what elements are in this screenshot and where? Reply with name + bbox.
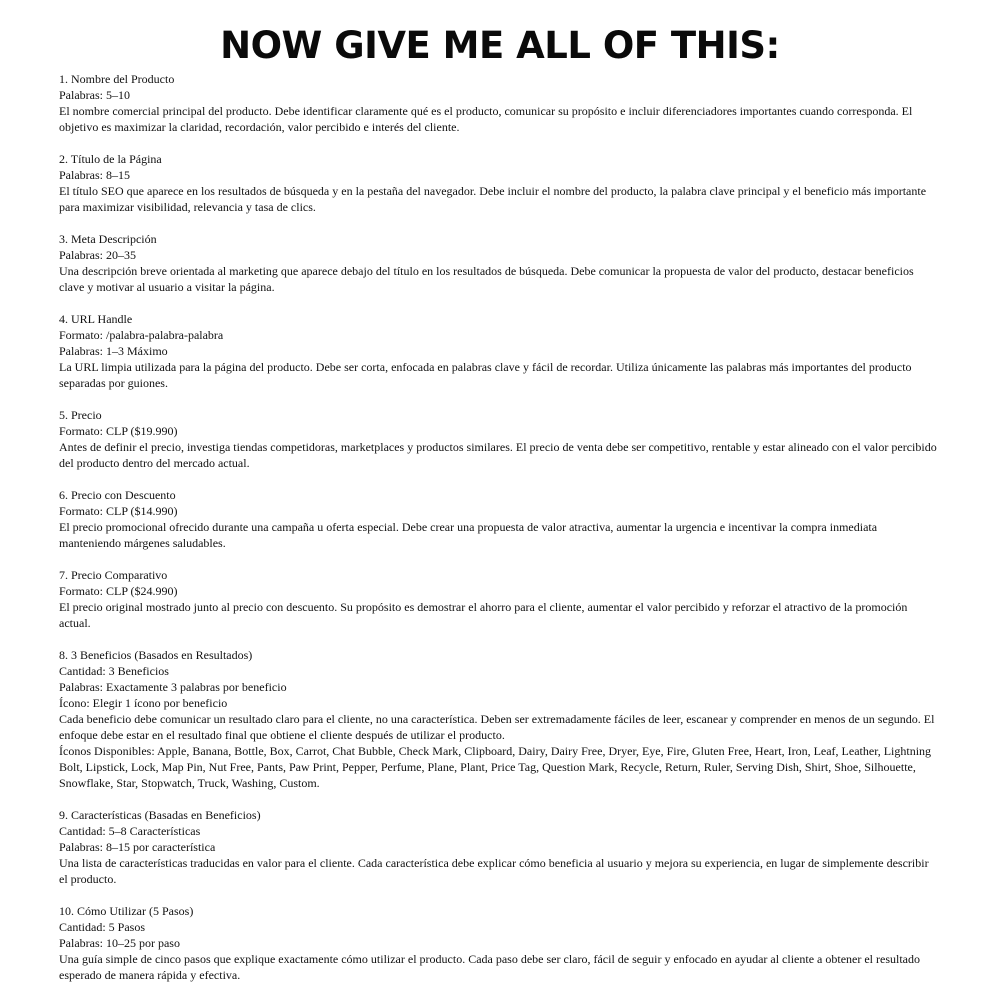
section-title: 3. Meta Descripción [59, 232, 157, 246]
section-product-name [59, 71, 939, 135]
section-title: 2. Título de la Página [59, 152, 162, 166]
section-meta: Palabras: 8–15 [59, 168, 130, 182]
section-title: 10. Cómo Utilizar (5 Pasos) [59, 904, 194, 918]
section-meta: Palabras: 8–15 por característica [59, 840, 216, 854]
section-title: 7. Precio Comparativo [59, 568, 168, 582]
section-meta: Formato: CLP ($19.990) [59, 424, 178, 438]
page-heading: NOW GIVE ME ALL OF THIS: [220, 24, 780, 67]
section-discount-price [59, 487, 939, 551]
section-meta: Palabras: 1–3 Máximo [59, 344, 168, 358]
instructions-list [59, 71, 939, 983]
available-icons-list: Íconos Disponibles: Apple, Banana, Bottle, Box, Carrot, Chat Bubble, Check Mark, Clipboard, Dairy, Dairy Free, Dryer, Eye, Fire, Gluten Free, Heart, Iron, Leaf, Leather, Lightning Bolt, Lipstick, Lock, Map Pin, Nut Free, Pants, Paw Print, Pepper, Perfume, Plane, Plant, Price Tag, Question Mark, Recycle, Return, Ruler, Serving Dish, Shirt, Shoe, Silhouette, Snowflake, Star, Stopwatch, Truck, Washing, Custom. [59, 744, 932, 790]
section-meta: Cantidad: 3 Beneficios [59, 664, 169, 678]
section-description: Una lista de características traducidas en valor para el cliente. Cada característica debe explicar cómo beneficia al usuario y mejora su experiencia, en lugar de simplemente describir el producto. [59, 856, 929, 886]
section-title: 8. 3 Beneficios (Basados en Resultados) [59, 648, 253, 662]
section-meta: Palabras: Exactamente 3 palabras por beneficio [59, 680, 287, 694]
section-title: 6. Precio con Descuento [59, 488, 176, 502]
section-title: 1. Nombre del Producto [59, 72, 175, 86]
section-title: 4. URL Handle [59, 312, 133, 326]
section-url-handle [59, 311, 939, 391]
section-description: Cada beneficio debe comunicar un resultado claro para el cliente, no una característica. Deben ser extremadamente fáciles de leer, escanear y comprender en menos de un segundo. El enfoque debe estar en el resultado final que obtiene el cliente después de utilizar el producto. [59, 712, 935, 742]
section-meta: Palabras: 20–35 [59, 248, 136, 262]
section-title: 9. Características (Basadas en Beneficios) [59, 808, 261, 822]
section-features [59, 807, 939, 887]
section-meta: Palabras: 5–10 [59, 88, 130, 102]
section-compare-price [59, 567, 939, 631]
section-description: Una descripción breve orientada al marketing que aparece debajo del título en los resultados de búsqueda. Debe comunicar la propuesta de valor del producto, destacar beneficios clave y motivar al usuario a visitar la página. [59, 264, 914, 294]
section-meta: Palabras: 10–25 por paso [59, 936, 180, 950]
section-meta: Ícono: Elegir 1 ícono por beneficio [59, 696, 228, 710]
section-description: El nombre comercial principal del producto. Debe identificar claramente qué es el producto, comunicar su propósito e incluir diferenciadores importantes cuando corresponda. El objetivo es maximizar la claridad, recordación, valor percibido e interés del cliente. [59, 104, 913, 134]
section-how-to-use [59, 903, 939, 983]
section-description: Antes de definir el precio, investiga tiendas competidoras, marketplaces y productos similares. El precio de venta debe ser competitivo, rentable y estar alineado con el valor percibido del producto dentro del mercado actual. [59, 440, 937, 470]
section-description: El precio original mostrado junto al precio con descuento. Su propósito es demostrar el ahorro para el cliente, aumentar el valor percibido y reforzar el atractivo de la promoción actual. [59, 600, 908, 630]
section-meta: Formato: CLP ($24.990) [59, 584, 178, 598]
section-description: Una guía simple de cinco pasos que explique exactamente cómo utilizar el producto. Cada paso debe ser claro, fácil de seguir y enfocado en ayudar al cliente a obtener el resultado esperado de manera rápida y efectiva. [59, 952, 920, 982]
section-benefits [59, 647, 939, 791]
section-meta: Cantidad: 5 Pasos [59, 920, 145, 934]
section-meta: Formato: CLP ($14.990) [59, 504, 178, 518]
section-price [59, 407, 939, 471]
section-description: El precio promocional ofrecido durante una campaña u oferta especial. Debe crear una propuesta de valor atractiva, aumentar la urgencia e incentivar la compra inmediata manteniendo márgenes saludables. [59, 520, 878, 550]
section-description: La URL limpia utilizada para la página del producto. Debe ser corta, enfocada en palabras clave y fácil de recordar. Utiliza únicamente las palabras más importantes del producto separadas por guiones. [59, 360, 912, 390]
section-meta: Cantidad: 5–8 Características [59, 824, 201, 838]
section-page-title [59, 151, 939, 215]
section-description: El título SEO que aparece en los resultados de búsqueda y en la pestaña del navegador. Debe incluir el nombre del producto, la palabra clave principal y el beneficio más importante para maximizar visibilidad, relevancia y tasa de clics. [59, 184, 927, 214]
section-meta: Formato: /palabra-palabra-palabra [59, 328, 224, 342]
section-title: 5. Precio [59, 408, 102, 422]
section-meta-description [59, 231, 939, 295]
